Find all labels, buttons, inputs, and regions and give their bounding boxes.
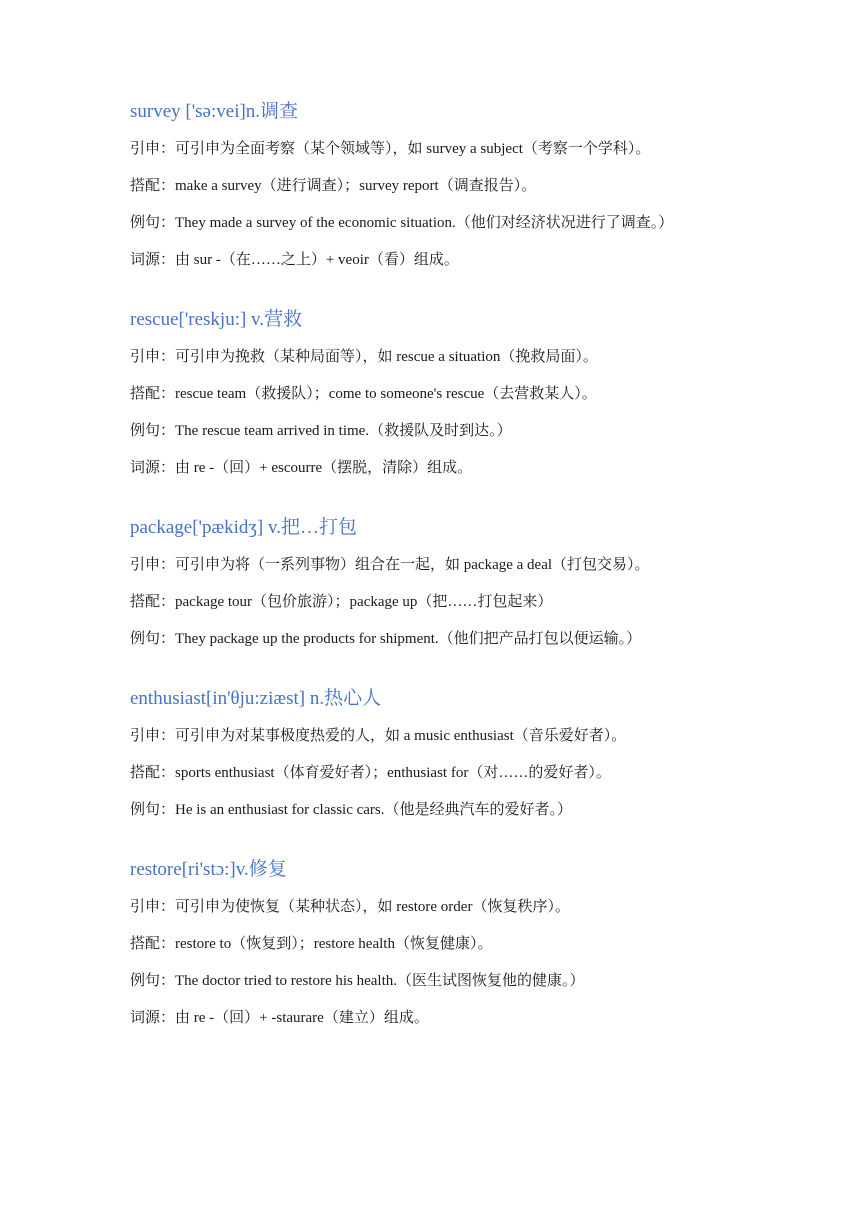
collocation-line: 搭配：package tour（包价旅游）；package up（把……打包起来） [130, 594, 553, 610]
collocation-line: 搭配：make a survey（进行调查）；survey report（调查报告）。 [130, 178, 537, 194]
extension-line: 引申：可引申为使恢复（某种状态），如 restore order（恢复秩序）。 [130, 899, 570, 915]
extension-line: 引申：可引申为挽救（某种局面等），如 rescue a situation（挽救局面）。 [130, 349, 598, 365]
etymology-line: 词源：由 re -（回）+ -staurare（建立）组成。 [130, 1010, 429, 1026]
headword: restore[ri'stɔ:]v.修复 [130, 859, 287, 880]
entry-survey [130, 100, 830, 272]
collocation-line: 搭配：restore to（恢复到）；restore health（恢复健康）。 [130, 936, 493, 952]
extension-line: 引申：可引申为全面考察（某个领域等），如 survey a subject（考察一个学科）。 [130, 141, 651, 157]
example-line: 例句：The rescue team arrived in time.（救援队及时到达。） [130, 423, 512, 439]
headword: package['pækidʒ] v.把…打包 [130, 517, 357, 538]
headword: rescue['reskju:] v.营救 [130, 309, 303, 330]
collocation-line: 搭配：sports enthusiast（体育爱好者）；enthusiast for（对……的爱好者）。 [130, 765, 611, 781]
entry-enthusiast [130, 687, 830, 822]
example-line: 例句：The doctor tried to restore his health.（医生试图恢复他的健康。） [130, 973, 585, 989]
collocation-line: 搭配：rescue team（救援队）；come to someone's rescue（去营救某人）。 [130, 386, 597, 402]
entry-restore [130, 858, 830, 1030]
vocabulary-document [130, 100, 830, 1030]
entry-package [130, 516, 830, 651]
extension-line: 引申：可引申为将（一系列事物）组合在一起，如 package a deal（打包交易）。 [130, 557, 650, 573]
headword: survey ['sə:vei]n.调查 [130, 101, 299, 122]
entry-rescue [130, 308, 830, 480]
extension-line: 引申：可引申为对某事极度热爱的人，如 a music enthusiast（音乐爱好者）。 [130, 728, 627, 744]
headword: enthusiast[in'θju:ziæst] n.热心人 [130, 688, 382, 709]
example-line: 例句：He is an enthusiast for classic cars.（他是经典汽车的爱好者。） [130, 802, 573, 818]
etymology-line: 词源：由 sur -（在……之上）+ veoir（看）组成。 [130, 252, 459, 268]
etymology-line: 词源：由 re -（回）+ escourre（摆脱，清除）组成。 [130, 460, 473, 476]
example-line: 例句：They made a survey of the economic situation.（他们对经济状况进行了调查。） [130, 215, 674, 231]
example-line: 例句：They package up the products for shipment.（他们把产品打包以便运输。） [130, 631, 642, 647]
